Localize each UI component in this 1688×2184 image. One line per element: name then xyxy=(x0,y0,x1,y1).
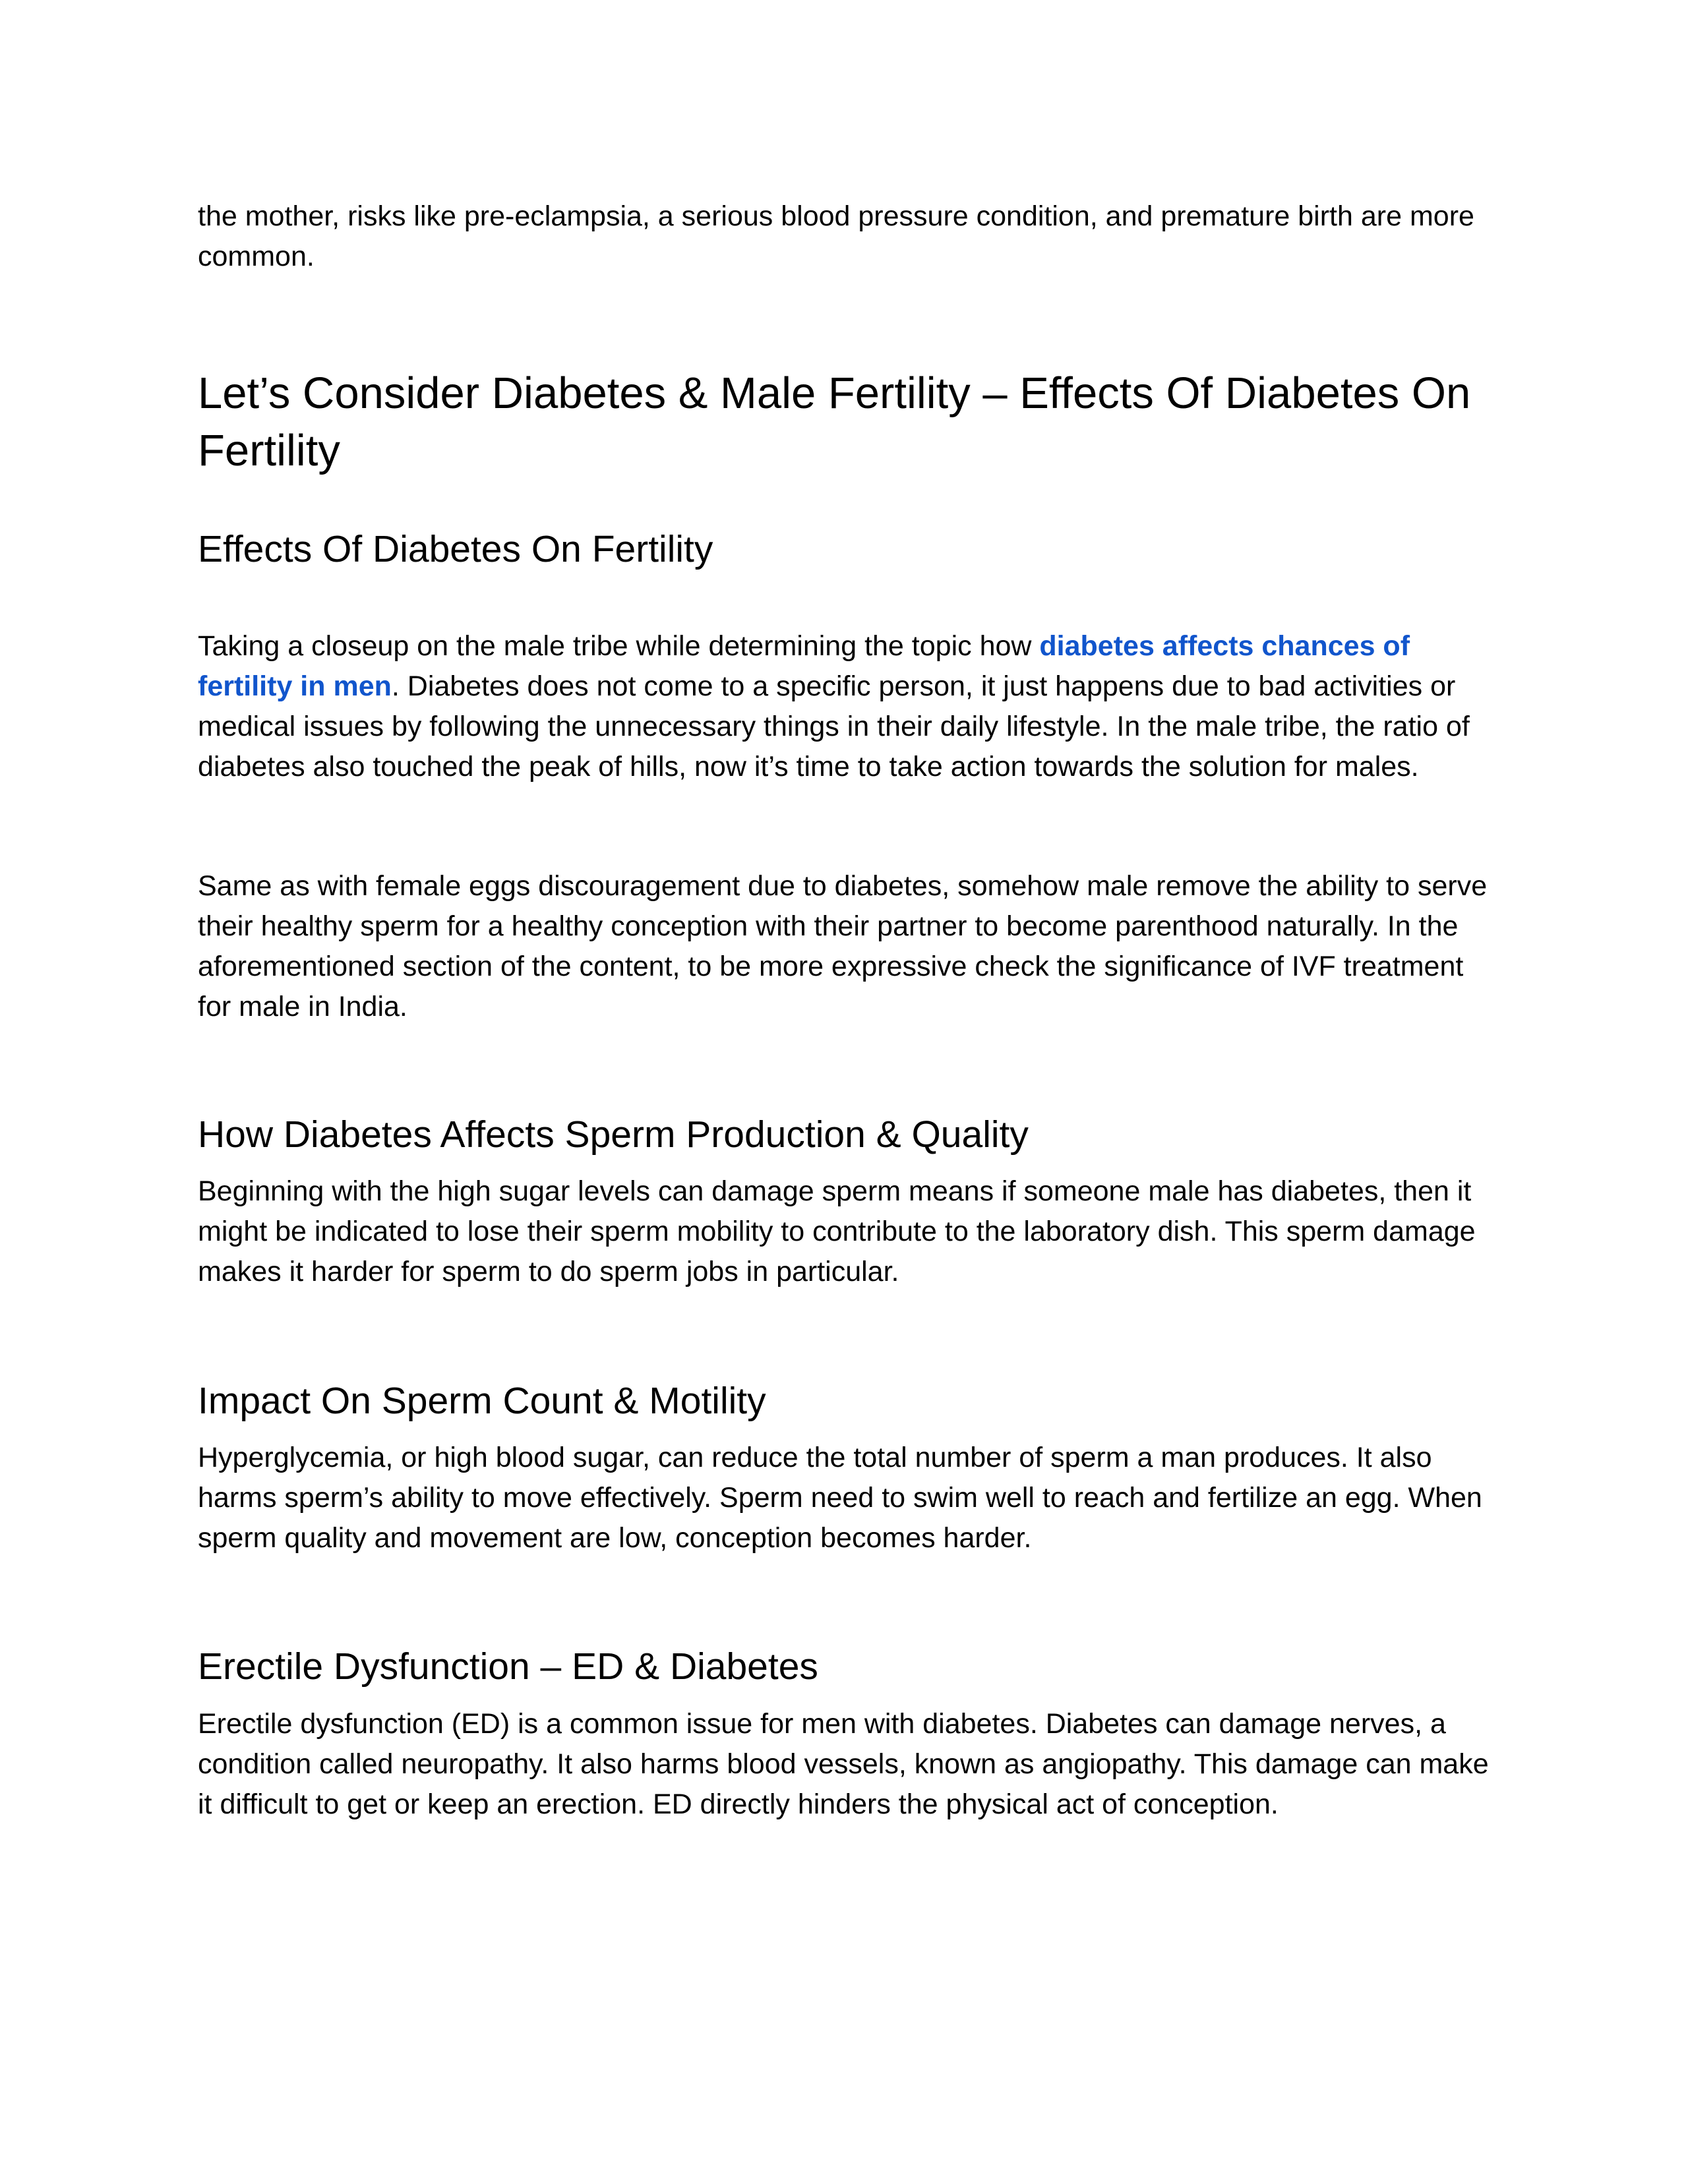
paragraph-effects-1-lead: Taking a closeup on the male tribe while determining the topic how xyxy=(198,630,1040,662)
heading-sperm-count: Impact On Sperm Count & Motility xyxy=(198,1380,766,1422)
heading-effects-of-diabetes: Effects Of Diabetes On Fertility xyxy=(198,528,713,570)
paragraph-erectile-dysfunction: Erectile dysfunction (ED) is a common issue for men with diabetes. Diabetes can damage nerves, a condition called neuropathy. It also harms blood vessels, known as angiopathy. This damage can make it difficult to get or keep an erection. ED directly hinders the physical act of conception. xyxy=(198,1708,1489,1820)
paragraph-effects-1 xyxy=(198,626,1490,787)
heading-sperm-production: How Diabetes Affects Sperm Production & Quality xyxy=(198,1113,1029,1156)
heading-erectile-dysfunction: Erectile Dysfunction – ED & Diabetes xyxy=(198,1645,818,1688)
main-heading: Let’s Consider Diabetes & Male Fertility – Effects Of Diabetes On Fertility xyxy=(198,369,1471,475)
paragraph-sperm-production: Beginning with the high sugar levels can damage sperm means if someone male has diabetes, then it might be indicated to lose their sperm mobility to contribute to the laboratory dish. This sperm damage makes it harder for sperm to do sperm jobs in particular. xyxy=(198,1175,1476,1287)
diabetes-fertility-men-link[interactable]: diabetes affects chances of fertility in men xyxy=(198,630,1410,702)
paragraph-sperm-count: Hyperglycemia, or high blood sugar, can reduce the total number of sperm a man produces. It also harms sperm’s ability to move effectively. Sperm need to swim well to reach and fertilize an egg. When sperm quality and movement are low, conception becomes harder. xyxy=(198,1442,1482,1554)
paragraph-effects-1-tail: . Diabetes does not come to a specific person, it just happens due to bad activities or medical issues by following the unnecessary things in their daily lifestyle. In the male tribe, the ratio of diabetes also touched the peak of hills, now it’s time to take action towards the solution for males. xyxy=(198,670,1470,782)
intro-paragraph: the mother, risks like pre-eclampsia, a serious blood pressure condition, and premature birth are more common. xyxy=(198,200,1474,272)
paragraph-effects-2: Same as with female eggs discouragement due to diabetes, somehow male remove the ability to serve their healthy sperm for a healthy conception with their partner to become parenthood naturally. In the aforementioned section of the content, to be more expressive check the significance of IVF treatment for male in India. xyxy=(198,870,1488,1022)
